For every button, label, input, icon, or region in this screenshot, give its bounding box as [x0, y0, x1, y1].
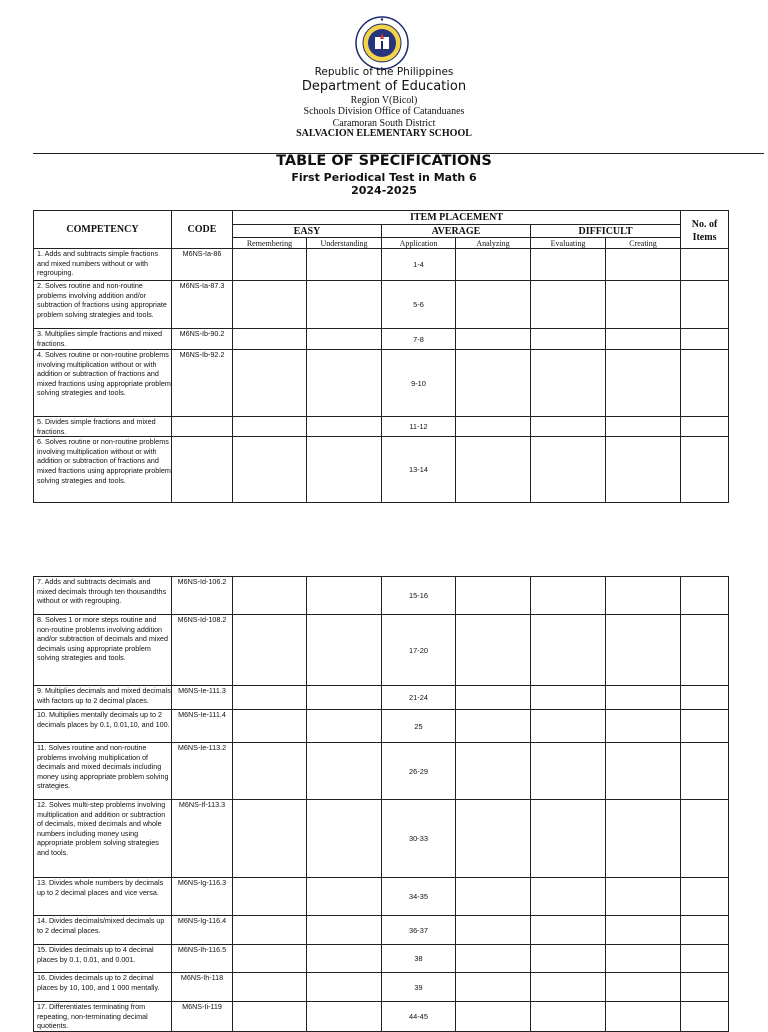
remembering-cell — [233, 710, 307, 743]
analyzing-cell — [456, 743, 531, 800]
remembering-cell — [233, 1002, 307, 1032]
application-cell: 34-35 — [382, 878, 456, 916]
division-label: Schools Division Office of Catanduanes — [303, 106, 465, 117]
analyzing-cell — [456, 878, 531, 916]
evaluating-cell — [531, 329, 606, 350]
competency-cell: 5. Divides simple fractions and mixed fractions. — [34, 417, 172, 437]
remembering-cell — [233, 437, 307, 503]
table-row — [34, 577, 729, 615]
understanding-cell — [307, 973, 382, 1002]
remembering-cell — [233, 417, 307, 437]
understanding-cell — [307, 350, 382, 417]
competency-cell: 8. Solves 1 or more steps routine and non-routine problems involving addition and/or subtraction of decimals and mixed decimals using appropriate problem solving strategies and tools. — [34, 615, 172, 686]
table-row — [34, 916, 729, 945]
region-label: Region V(Bicol) — [350, 95, 418, 106]
application-cell: 5-6 — [382, 281, 456, 329]
evaluating-cell — [531, 686, 606, 710]
table-row — [34, 800, 729, 878]
creating-cell — [606, 916, 681, 945]
table-row — [34, 1002, 729, 1032]
table-row — [34, 710, 729, 743]
analyzing-cell — [456, 249, 531, 281]
evaluating-cell — [531, 281, 606, 329]
analyzing-cell — [456, 916, 531, 945]
competency-cell: 17. Differentiates terminating from repeating, non-terminating decimal quotients. — [34, 1002, 172, 1032]
items-count-cell — [681, 916, 729, 945]
remembering-cell — [233, 686, 307, 710]
table-row — [34, 743, 729, 800]
creating-cell — [606, 710, 681, 743]
analyzing-cell — [456, 1002, 531, 1032]
code-cell: M6NS-Ib-92.2 — [172, 350, 233, 417]
code-cell: M6NS-Ii-119 — [172, 1002, 233, 1032]
items-count-cell — [681, 577, 729, 615]
page-title: TABLE OF SPECIFICATIONS — [276, 153, 492, 169]
evaluating-header: Evaluating — [531, 238, 606, 249]
items-count-cell — [681, 350, 729, 417]
application-cell: 26-29 — [382, 743, 456, 800]
evaluating-cell — [531, 249, 606, 281]
application-cell: 38 — [382, 945, 456, 973]
analyzing-cell — [456, 615, 531, 686]
application-header: Application — [382, 238, 456, 249]
competency-cell: 12. Solves multi-step problems involving multiplication and addition or subtraction of decimals, mixed decimals and whole numbers including money using appropriate problem solving strategies and tools. — [34, 800, 172, 878]
application-cell: 36-37 — [382, 916, 456, 945]
code-cell: M6NS-Ig-116.3 — [172, 878, 233, 916]
remembering-cell — [233, 878, 307, 916]
code-cell: M6NS-Ie-111.3 — [172, 686, 233, 710]
analyzing-cell — [456, 329, 531, 350]
remembering-cell — [233, 615, 307, 686]
understanding-cell — [307, 417, 382, 437]
items-count-cell — [681, 329, 729, 350]
table-row — [34, 281, 729, 329]
application-cell: 39 — [382, 973, 456, 1002]
creating-cell — [606, 577, 681, 615]
competency-cell: 1. Adds and subtracts simple fractions and mixed numbers without or with regrouping. — [34, 249, 172, 281]
code-cell: M6NS-Ib-90.2 — [172, 329, 233, 350]
analyzing-cell — [456, 686, 531, 710]
creating-cell — [606, 878, 681, 916]
competency-cell: 16. Divides decimals up to 2 decimal places by 10, 100, and 1 000 mentally. — [34, 973, 172, 1002]
deped-seal-icon — [355, 16, 409, 70]
code-cell: M6NS-Id-108.2 — [172, 615, 233, 686]
table-row — [34, 973, 729, 1002]
creating-cell — [606, 945, 681, 973]
competency-cell: 11. Solves routine and non-routine problems involving multiplication of decimals and mixed decimals including money using appropriate problem solving strategies. — [34, 743, 172, 800]
remembering-cell — [233, 916, 307, 945]
items-count-cell — [681, 973, 729, 1002]
items-count-cell — [681, 1002, 729, 1032]
understanding-cell — [307, 1002, 382, 1032]
code-cell: M6NS-Ie-111.4 — [172, 710, 233, 743]
code-cell: M6NS-Ia-87.3 — [172, 281, 233, 329]
evaluating-cell — [531, 800, 606, 878]
understanding-cell — [307, 945, 382, 973]
code-cell — [172, 417, 233, 437]
understanding-cell — [307, 878, 382, 916]
analyzing-cell — [456, 437, 531, 503]
items-count-cell — [681, 878, 729, 916]
creating-cell — [606, 800, 681, 878]
no-of-items-header: No. of Items — [681, 211, 729, 249]
understanding-cell — [307, 710, 382, 743]
application-cell: 1-4 — [382, 249, 456, 281]
creating-cell — [606, 743, 681, 800]
code-cell: M6NS-Ig-116.4 — [172, 916, 233, 945]
remembering-cell — [233, 800, 307, 878]
analyzing-cell — [456, 281, 531, 329]
department-label: Department of Education — [301, 79, 467, 94]
evaluating-cell — [531, 945, 606, 973]
items-count-cell — [681, 710, 729, 743]
remembering-cell — [233, 945, 307, 973]
application-cell: 9-10 — [382, 350, 456, 417]
understanding-header: Understanding — [307, 238, 382, 249]
competency-cell: 7. Adds and subtracts decimals and mixed decimals through ten thousandths without or with regrouping. — [34, 577, 172, 615]
understanding-cell — [307, 686, 382, 710]
items-count-cell — [681, 615, 729, 686]
code-cell: M6NS-Id-106.2 — [172, 577, 233, 615]
evaluating-cell — [531, 710, 606, 743]
remembering-cell — [233, 249, 307, 281]
table-row — [34, 350, 729, 417]
specifications-table-page-2 — [33, 576, 729, 1032]
creating-header: Creating — [606, 238, 681, 249]
analyzing-cell — [456, 973, 531, 1002]
creating-cell — [606, 686, 681, 710]
application-cell: 44-45 — [382, 1002, 456, 1032]
items-count-cell — [681, 249, 729, 281]
creating-cell — [606, 615, 681, 686]
understanding-cell — [307, 916, 382, 945]
evaluating-cell — [531, 417, 606, 437]
item-placement-header: ITEM PLACEMENT — [233, 211, 681, 225]
analyzing-header: Analyzing — [456, 238, 531, 249]
items-count-cell — [681, 945, 729, 973]
average-header: AVERAGE — [382, 225, 531, 238]
competency-header: COMPETENCY — [34, 211, 172, 249]
evaluating-cell — [531, 350, 606, 417]
competency-cell: 4. Solves routine or non-routine problems involving multiplication without or with addition or subtraction of fractions and mixed fractions using appropriate problem solving strategies and tools. — [34, 350, 172, 417]
table-row — [34, 686, 729, 710]
application-cell: 13-14 — [382, 437, 456, 503]
table-row — [34, 945, 729, 973]
republic-label: Republic of the Philippines — [314, 66, 454, 78]
application-cell: 30-33 — [382, 800, 456, 878]
understanding-cell — [307, 800, 382, 878]
creating-cell — [606, 417, 681, 437]
application-cell: 15-16 — [382, 577, 456, 615]
evaluating-cell — [531, 743, 606, 800]
table-row — [34, 417, 729, 437]
items-count-cell — [681, 417, 729, 437]
table-row — [34, 437, 729, 503]
school-name: SALVACION ELEMENTARY SCHOOL — [296, 128, 472, 139]
test-subtitle: First Periodical Test in Math 6 — [291, 171, 477, 184]
analyzing-cell — [456, 417, 531, 437]
analyzing-cell — [456, 350, 531, 417]
competency-cell: 15. Divides decimals up to 4 decimal places by 0.1, 0.01, and 0.001. — [34, 945, 172, 973]
remembering-cell — [233, 350, 307, 417]
items-count-cell — [681, 686, 729, 710]
evaluating-cell — [531, 615, 606, 686]
creating-cell — [606, 281, 681, 329]
understanding-cell — [307, 577, 382, 615]
analyzing-cell — [456, 945, 531, 973]
remembering-cell — [233, 973, 307, 1002]
items-count-cell — [681, 743, 729, 800]
code-cell: M6NS-Ih-116.5 — [172, 945, 233, 973]
remembering-cell — [233, 577, 307, 615]
evaluating-cell — [531, 437, 606, 503]
analyzing-cell — [456, 800, 531, 878]
evaluating-cell — [531, 878, 606, 916]
understanding-cell — [307, 615, 382, 686]
remembering-header: Remembering — [233, 238, 307, 249]
remembering-cell — [233, 281, 307, 329]
evaluating-cell — [531, 916, 606, 945]
application-cell: 21-24 — [382, 686, 456, 710]
difficult-header: DIFFICULT — [531, 225, 681, 238]
competency-cell: 6. Solves routine or non-routine problems involving multiplication without or with addition or subtraction of fractions and mixed fractions using appropriate problem solving strategies and tools. — [34, 437, 172, 503]
understanding-cell — [307, 329, 382, 350]
creating-cell — [606, 437, 681, 503]
table-row — [34, 249, 729, 281]
code-cell — [172, 437, 233, 503]
evaluating-cell — [531, 1002, 606, 1032]
code-header: CODE — [172, 211, 233, 249]
understanding-cell — [307, 281, 382, 329]
competency-cell: 9. Multiplies decimals and mixed decimals with factors up to 2 decimal places. — [34, 686, 172, 710]
code-cell: M6NS-Ie-113.2 — [172, 743, 233, 800]
remembering-cell — [233, 329, 307, 350]
easy-header: EASY — [233, 225, 382, 238]
creating-cell — [606, 973, 681, 1002]
understanding-cell — [307, 249, 382, 281]
creating-cell — [606, 249, 681, 281]
application-cell: 17-20 — [382, 615, 456, 686]
competency-cell: 13. Divides whole numbers by decimals up to 2 decimal places and vice versa. — [34, 878, 172, 916]
competency-cell: 14. Divides decimals/mixed decimals up to 2 decimal places. — [34, 916, 172, 945]
competency-cell: 3. Multiplies simple fractions and mixed fractions. — [34, 329, 172, 350]
understanding-cell — [307, 743, 382, 800]
analyzing-cell — [456, 710, 531, 743]
code-cell: M6NS-Ih-118 — [172, 973, 233, 1002]
remembering-cell — [233, 743, 307, 800]
table-row — [34, 615, 729, 686]
understanding-cell — [307, 437, 382, 503]
creating-cell — [606, 1002, 681, 1032]
competency-cell: 2. Solves routine and non-routine problems involving addition and/or subtraction of fractions using appropriate problem solving strategies and tools. — [34, 281, 172, 329]
district-label: Caramoran South District — [332, 118, 436, 129]
creating-cell — [606, 329, 681, 350]
application-cell: 25 — [382, 710, 456, 743]
table-row — [34, 878, 729, 916]
code-cell: M6NS-If-113.3 — [172, 800, 233, 878]
table-row — [34, 329, 729, 350]
evaluating-cell — [531, 973, 606, 1002]
school-year: 2024-2025 — [351, 184, 417, 197]
code-cell: M6NS-Ia-86 — [172, 249, 233, 281]
competency-cell: 10. Multiplies mentally decimals up to 2 decimals places by 0.1, 0.01,10, and 100. — [34, 710, 172, 743]
items-count-cell — [681, 281, 729, 329]
application-cell: 7-8 — [382, 329, 456, 350]
evaluating-cell — [531, 577, 606, 615]
items-count-cell — [681, 800, 729, 878]
creating-cell — [606, 350, 681, 417]
items-count-cell — [681, 437, 729, 503]
application-cell: 11-12 — [382, 417, 456, 437]
specifications-table-page-1 — [33, 210, 729, 503]
analyzing-cell — [456, 577, 531, 615]
